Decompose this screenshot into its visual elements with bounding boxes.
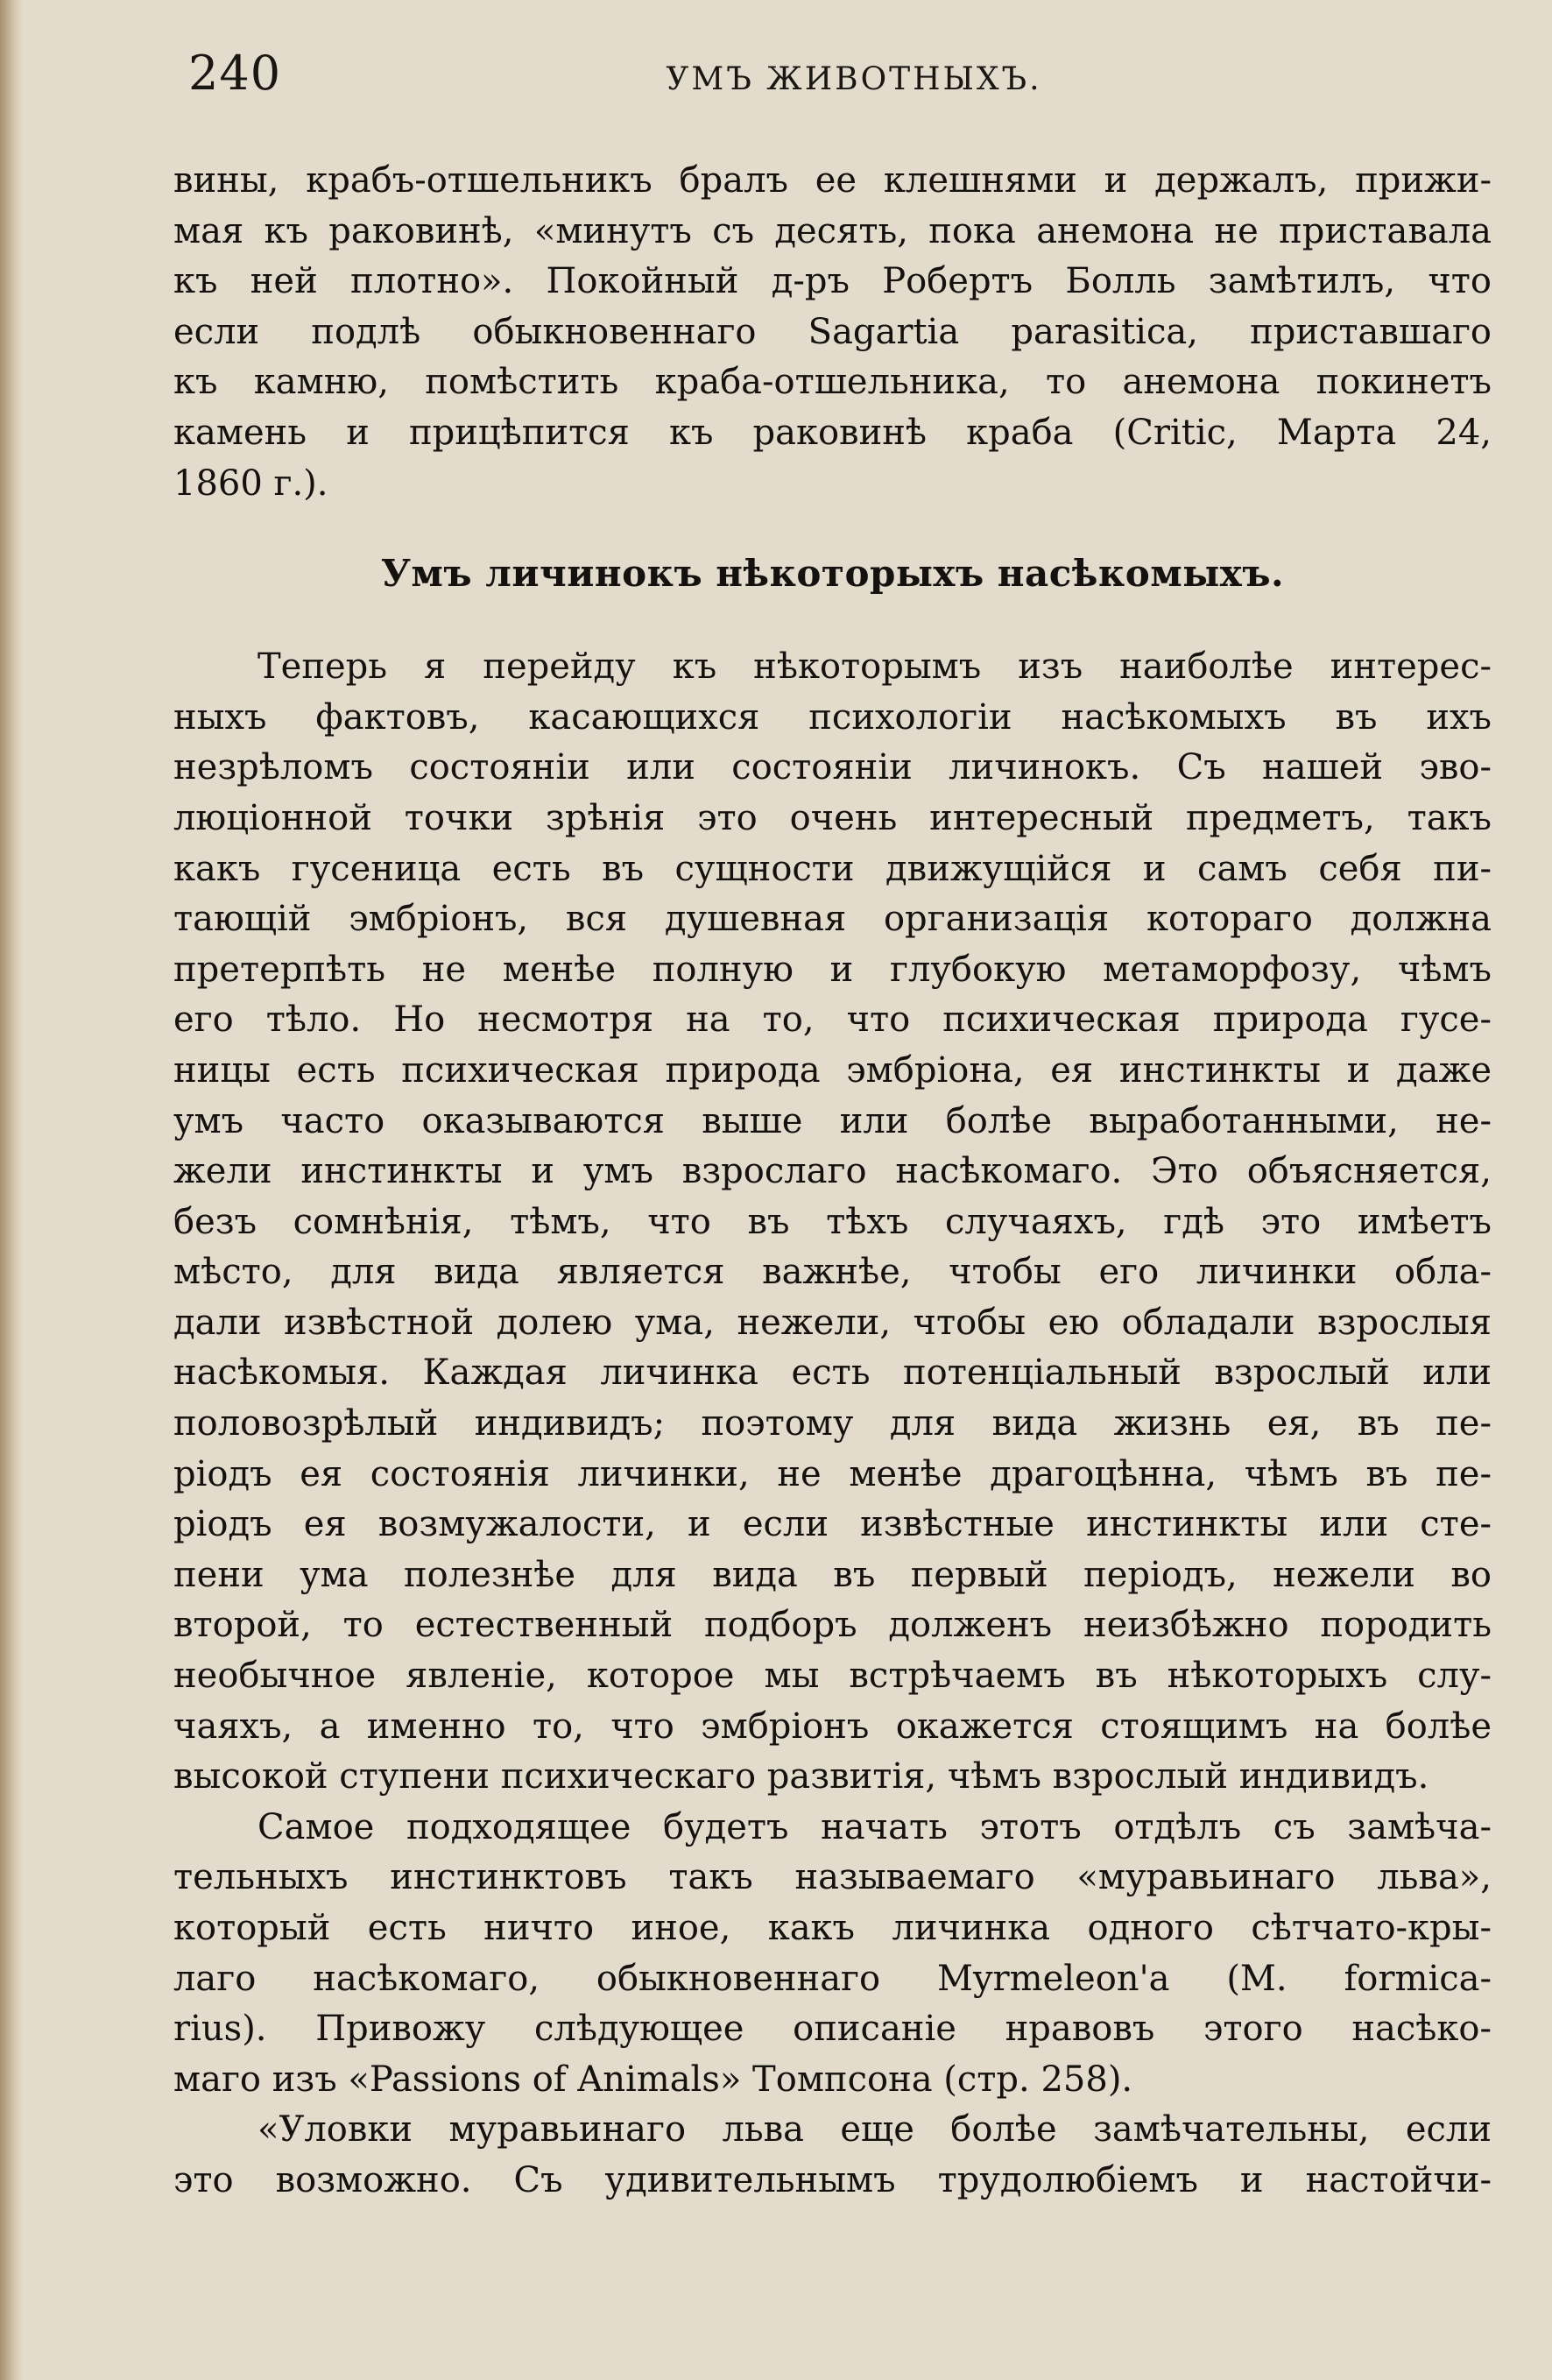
- text-line: мѣсто, для вида является важнѣе, чтобы его личинки обла-: [173, 1252, 1492, 1293]
- text-line: жели инстинкты и умъ взрослаго насѣкомаго. Это объясняется,: [173, 1151, 1492, 1192]
- text-line: ницы есть психическая природа эмбріона, ея инстинкты и даже: [173, 1049, 1492, 1091]
- text-line: rius). Привожу слѣдующее описаніе нравовъ этого насѣко-: [173, 2009, 1492, 2050]
- text-line: безъ сомнѣнія, тѣмъ, что въ тѣхъ случаяхъ, гдѣ это имѣетъ: [173, 1201, 1492, 1242]
- text-line: маго изъ «Passions of Animals» Томпсона (стр. 258).: [173, 2059, 1133, 2100]
- text-line: его тѣло. Но несмотря на то, что психическая природа гусе-: [173, 999, 1492, 1041]
- text-line: 1860 г.).: [173, 463, 328, 504]
- paragraph-larval-psychology: [173, 642, 1492, 1803]
- text-line: тающій эмбріонъ, вся душевная организація котораго должна: [173, 899, 1492, 940]
- text-line: это возможно. Съ удивительнымъ трудолюбіемъ и настойчи-: [173, 2159, 1492, 2200]
- text-line: необычное явленіе, которое мы встрѣчаемъ въ нѣкоторыхъ слу-: [173, 1656, 1492, 1697]
- text-line: дали извѣстной долею ума, нежели, чтобы ею обладали взрослыя: [173, 1302, 1492, 1343]
- text-line: какъ гусеница есть въ сущности движущійся и самъ себя пи-: [173, 848, 1492, 889]
- text-line: если подлѣ обыкновеннаго Sagartia parasitica, приставшаго: [173, 311, 1492, 352]
- text-line: умъ часто оказываются выше или болѣе выработанными, не-: [173, 1100, 1492, 1141]
- text-line: высокой ступени психическаго развитія, чѣмъ взрослый индивидъ.: [173, 1756, 1429, 1797]
- text-line: «Уловки муравьинаго льва еще болѣе замѣчательны, если: [257, 2109, 1492, 2150]
- text-line: насѣкомыя. Каждая личинка есть потенціальный взрослый или: [173, 1352, 1492, 1394]
- text-line: вины, крабъ-отшельникъ бралъ ее клешнями и держалъ, прижи-: [173, 160, 1492, 201]
- text-line: камень и прицѣпится къ раковинѣ краба (Critic, Марта 24,: [173, 412, 1492, 453]
- body-text: [173, 156, 1492, 2207]
- text-line: ріодъ ея состоянія личинки, не менѣе драгоцѣнна, чѣмъ въ пе-: [173, 1453, 1492, 1494]
- text-line: мая къ раковинѣ, «минутъ съ десять, пока анемона не приставала: [173, 210, 1492, 251]
- text-line: незрѣломъ состояніи или состояніи личинокъ. Съ нашей эво-: [173, 747, 1492, 788]
- text-line: ныхъ фактовъ, касающихся психологіи насѣкомыхъ въ ихъ: [173, 696, 1492, 738]
- section-heading: Умъ личинокъ нѣкоторыхъ насѣкомыхъ.: [380, 552, 1285, 596]
- text-line: половозрѣлый индивидъ; поэтому для вида жизнь ея, въ пе-: [173, 1403, 1492, 1444]
- text-line: Теперь я перейду къ нѣкоторымъ изъ наиболѣе интерес-: [257, 646, 1492, 688]
- text-line: претерпѣть не менѣе полную и глубокую метаморфозу, чѣмъ: [173, 949, 1492, 990]
- page-number: 240: [188, 46, 282, 101]
- text-line: чаяхъ, а именно то, что эмбріонъ окажется стоящимъ на болѣе: [173, 1706, 1492, 1747]
- text-line: люціонной точки зрѣнія это очень интересный предметъ, такъ: [173, 797, 1492, 838]
- text-line: пени ума полезнѣе для вида въ первый періодъ, нежели во: [173, 1554, 1492, 1595]
- page-header: [188, 46, 1485, 107]
- text-line: Самое подходящее будетъ начать этотъ отдѣлъ съ замѣча-: [257, 1806, 1492, 1847]
- page-edge-shadow: [0, 0, 23, 2380]
- paragraph-ant-lion-intro: [173, 1803, 1492, 2106]
- text-line: лаго насѣкомаго, обыкновеннаго Myrmeleon'а (M. formica-: [173, 1958, 1492, 1999]
- text-line: который есть ничто иное, какъ личинка одного сѣтчато-кры-: [173, 1908, 1492, 1948]
- paragraph-quotation: [173, 2105, 1492, 2206]
- text-line: второй, то естественный подборъ долженъ неизбѣжно породить: [173, 1605, 1492, 1646]
- text-line: тельныхъ инстинктовъ такъ называемаго «муравьинаго льва»,: [173, 1857, 1492, 1898]
- running-title: УМЪ ЖИВОТНЫХЪ.: [666, 61, 1042, 97]
- paragraph-continuation: [173, 156, 1492, 509]
- text-line: къ камню, помѣстить краба-отшельника, то анемона покинетъ: [173, 362, 1492, 403]
- text-line: ріодъ ея возмужалости, и если извѣстные инстинкты или сте-: [173, 1504, 1492, 1545]
- text-line: къ ней плотно». Покойный д-ръ Робертъ Болль замѣтилъ, что: [173, 261, 1492, 302]
